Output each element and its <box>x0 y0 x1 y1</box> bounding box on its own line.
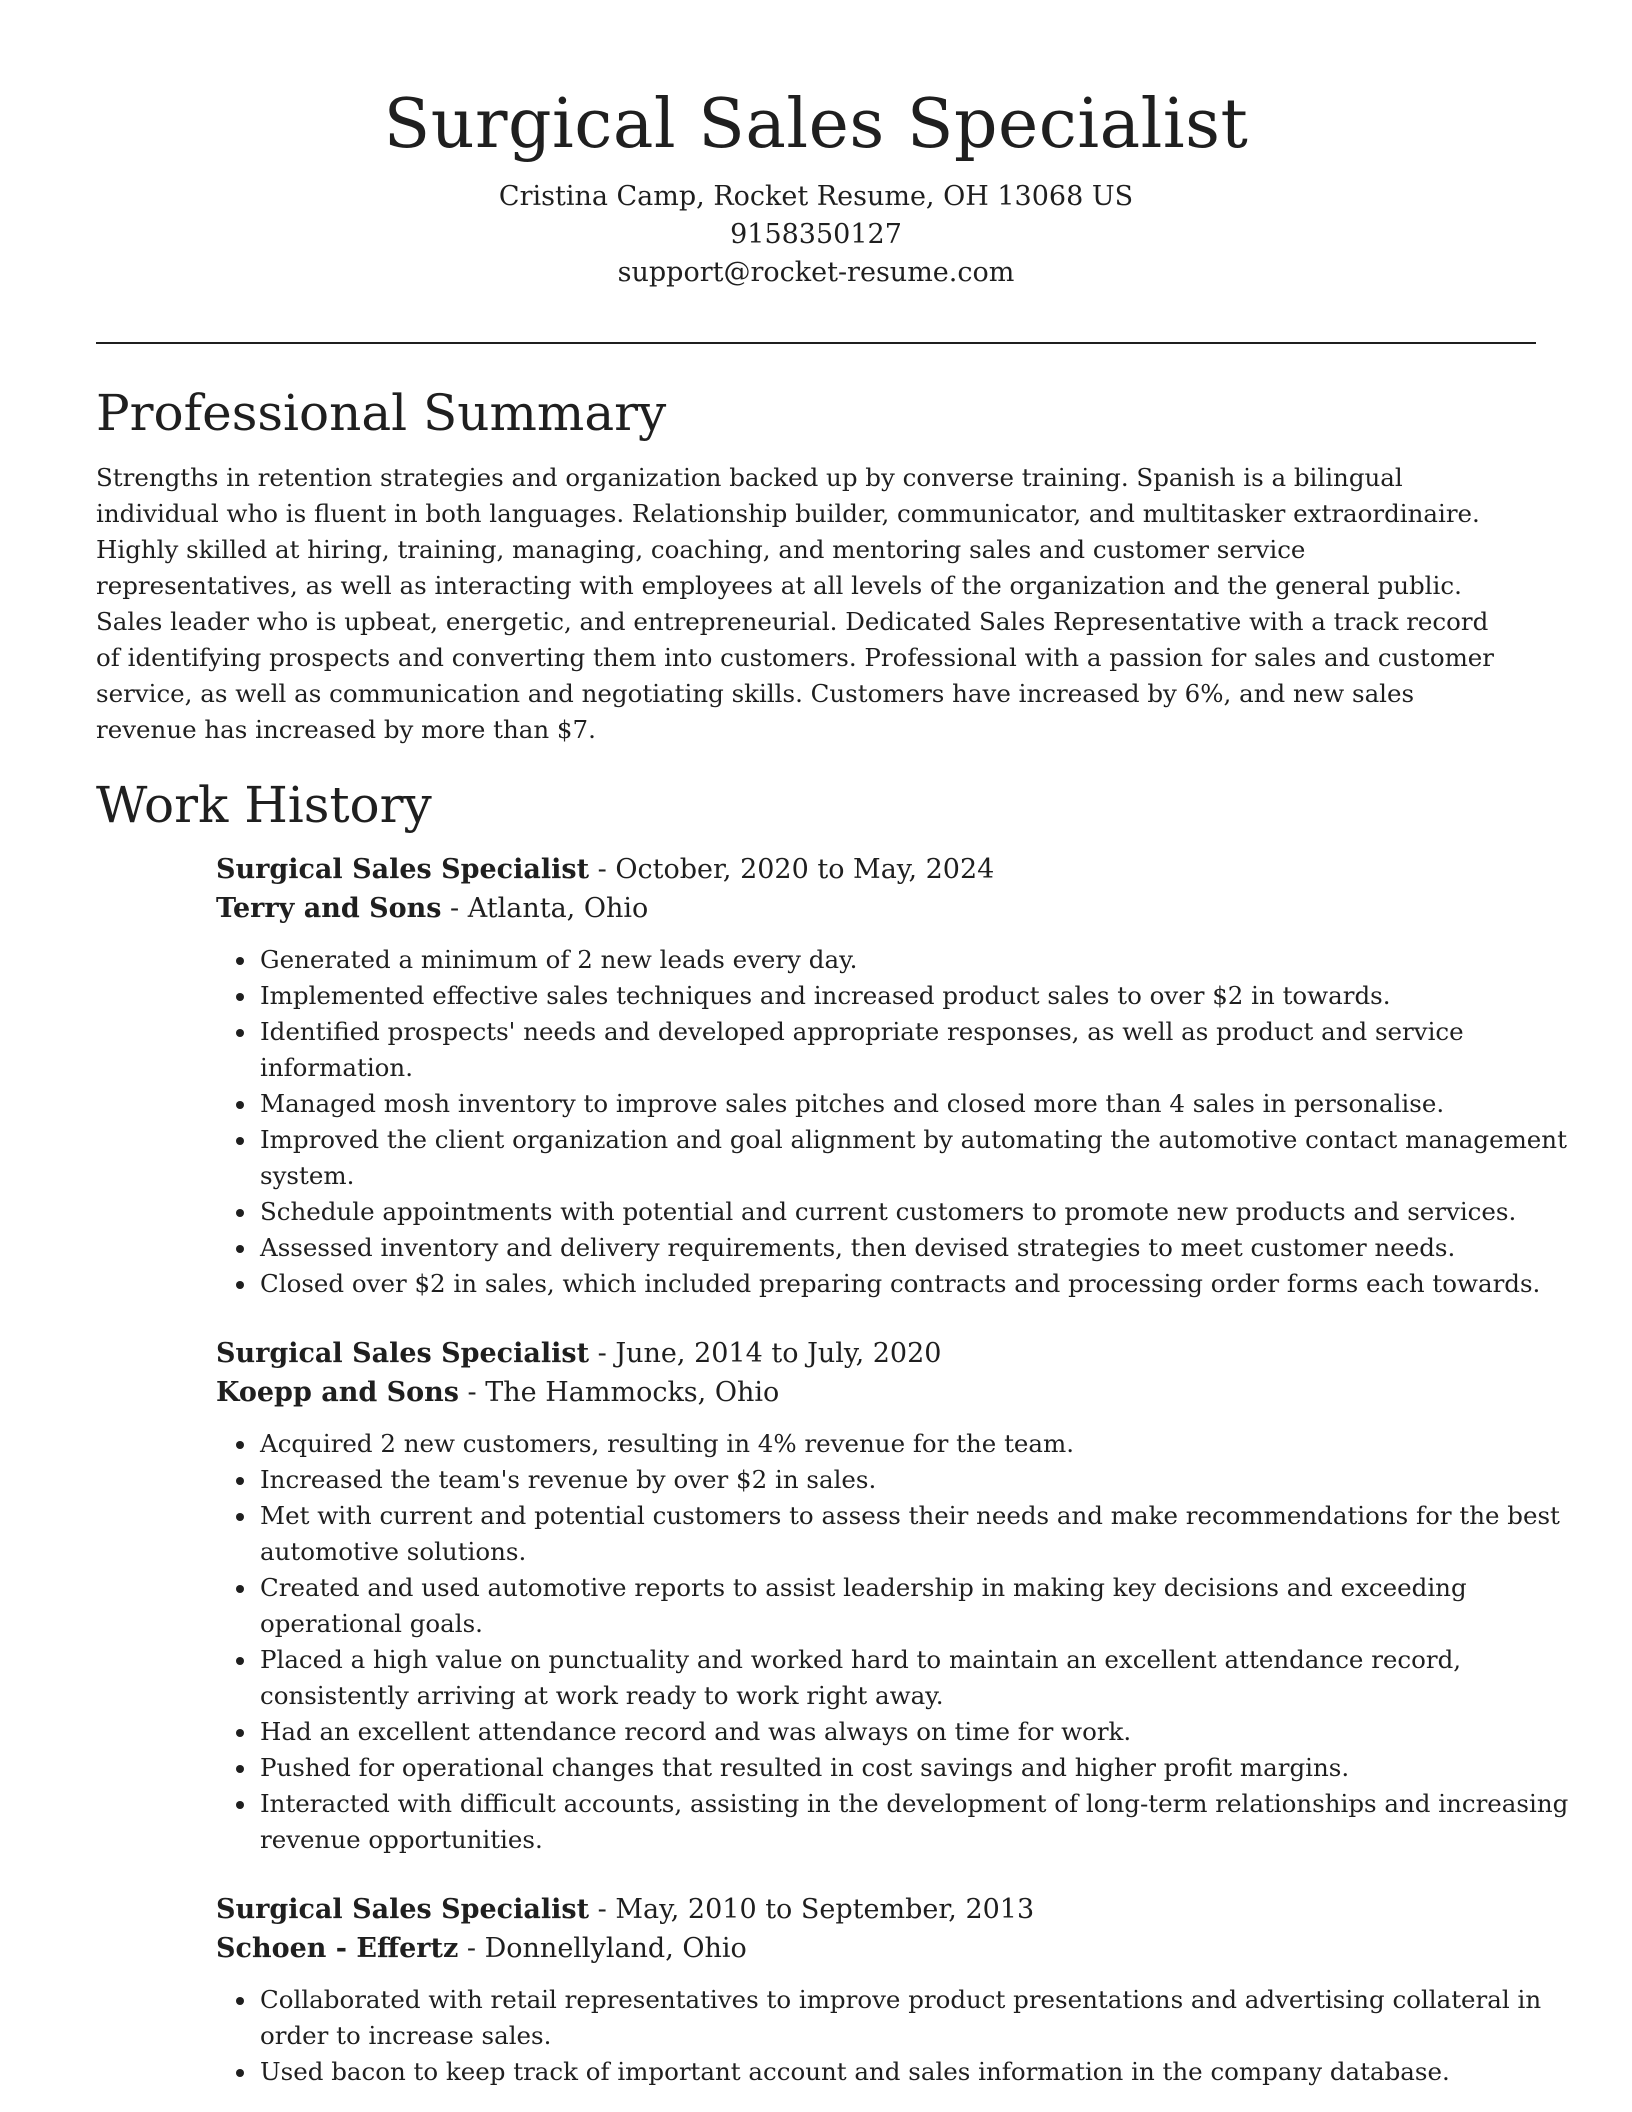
bullet-text: Closed over $2 in sales, which included preparing contracts and processing order forms each towards. <box>260 1269 1541 1298</box>
job-role: Surgical Sales Specialist <box>216 1894 590 1925</box>
bullet-text: Improved the client organization and goal alignment by automating the automotive contact management system. <box>260 1125 1567 1190</box>
job-entry <box>216 1890 1616 2090</box>
contact-address: Cristina Camp, Rocket Resume, OH 13068 US <box>498 181 1134 212</box>
job-bullet <box>260 1266 1616 1302</box>
job-entry <box>216 1334 1616 1858</box>
job-bullet <box>260 1462 1616 1498</box>
job-role-line <box>216 1334 1616 1373</box>
bullet-text: Placed a high value on punctuality and worked hard to maintain an excellent attendance record, consistently arriving at work ready to work right away. <box>260 1645 1462 1710</box>
job-bullet-list <box>216 1982 1616 2090</box>
job-bullet <box>260 1570 1616 1642</box>
bullet-icon <box>236 1477 244 1485</box>
summary-heading: Professional Summary <box>96 384 667 442</box>
job-bullet <box>260 978 1616 1014</box>
bullet-icon <box>236 957 244 965</box>
job-bullet <box>260 1786 1616 1858</box>
job-company-line <box>216 1373 1616 1412</box>
job-bullet <box>260 1230 1616 1266</box>
resume-header <box>0 80 1632 292</box>
job-bullet <box>260 1982 1616 2054</box>
bullet-icon <box>236 1209 244 1217</box>
bullet-icon <box>236 1801 244 1809</box>
job-company-line <box>216 1929 1616 1968</box>
job-company: Koepp and Sons <box>216 1377 459 1408</box>
job-entry <box>216 850 1616 1302</box>
job-bullet <box>260 1086 1616 1122</box>
job-bullet-list <box>216 942 1616 1302</box>
bullet-icon <box>236 1137 244 1145</box>
bullet-text: Created and used automotive reports to assist leadership in making key decisions and exceeding operational goals. <box>260 1573 1467 1638</box>
bullet-text: Pushed for operational changes that resulted in cost savings and higher profit margins. <box>260 1753 1350 1782</box>
resume-body <box>96 378 1569 2112</box>
bullet-icon <box>236 993 244 1001</box>
job-bullet <box>260 1122 1616 1194</box>
job-bullet <box>260 2054 1616 2090</box>
job-role: Surgical Sales Specialist <box>216 1338 590 1369</box>
job-bullet <box>260 1750 1616 1786</box>
bullet-text: Acquired 2 new customers, resulting in 4% revenue for the team. <box>260 1429 1075 1458</box>
bullet-icon <box>236 1585 244 1593</box>
bullet-icon <box>236 1729 244 1737</box>
job-role-line <box>216 1890 1616 1929</box>
bullet-icon <box>236 1513 244 1521</box>
job-bullet <box>260 942 1616 978</box>
bullet-text: Implemented effective sales techniques and increased product sales to over $2 in towards. <box>260 981 1391 1010</box>
bullet-text: Collaborated with retail representatives to improve product presentations and advertising collateral in order to increase sales. <box>260 1985 1542 2050</box>
bullet-icon <box>236 1997 244 2005</box>
work-history-heading: Work History <box>96 776 432 834</box>
job-dates: - October, 2020 to May, 2024 <box>589 854 995 885</box>
bullet-icon <box>236 1101 244 1109</box>
job-bullet <box>260 1498 1616 1570</box>
bullet-text: Schedule appointments with potential and current customers to promote new products and services. <box>260 1197 1517 1226</box>
bullet-text: Had an excellent attendance record and was always on time for work. <box>260 1717 1132 1746</box>
bullet-text: Identified prospects' needs and developed appropriate responses, as well as product and service information. <box>260 1017 1464 1082</box>
bullet-icon <box>236 1657 244 1665</box>
contact-phone: 9158350127 <box>730 219 902 250</box>
header-divider <box>96 342 1536 344</box>
job-role-line <box>216 850 1616 889</box>
bullet-text: Increased the team's revenue by over $2 in sales. <box>260 1465 877 1494</box>
job-location: - The Hammocks, Ohio <box>458 1377 780 1408</box>
bullet-icon <box>236 1245 244 1253</box>
bullet-icon <box>236 1281 244 1289</box>
job-company-line <box>216 889 1616 928</box>
bullet-text: Generated a minimum of 2 new leads every day. <box>260 945 858 974</box>
job-bullet <box>260 1014 1616 1086</box>
bullet-icon <box>236 1029 244 1037</box>
job-bullet <box>260 1194 1616 1230</box>
bullet-text: Interacted with difficult accounts, assisting in the development of long-term relationships and increasing revenue opportunities. <box>260 1789 1569 1854</box>
contact-email: support@rocket-resume.com <box>617 257 1015 288</box>
bullet-icon <box>236 1765 244 1773</box>
job-bullet <box>260 1426 1616 1462</box>
job-bullet-list <box>216 1426 1616 1858</box>
job-dates: - May, 2010 to September, 2013 <box>589 1894 1035 1925</box>
bullet-text: Managed mosh inventory to improve sales pitches and closed more than 4 sales in personalise. <box>260 1089 1445 1118</box>
job-dates: - June, 2014 to July, 2020 <box>589 1338 942 1369</box>
job-location: - Atlanta, Ohio <box>441 893 649 924</box>
bullet-text: Used bacon to keep track of important account and sales information in the company database. <box>260 2057 1450 2086</box>
job-bullet <box>260 1642 1616 1714</box>
bullet-text: Met with current and potential customers to assess their needs and make recommendations for the best automotive solutions. <box>260 1501 1560 1566</box>
resume-title: Surgical Sales Specialist <box>383 85 1249 164</box>
bullet-icon <box>236 1441 244 1449</box>
job-role: Surgical Sales Specialist <box>216 854 590 885</box>
work-history-list <box>216 850 1616 2090</box>
job-company: Terry and Sons <box>216 893 442 924</box>
bullet-icon <box>236 2069 244 2077</box>
summary-text: Strengths in retention strategies and organization backed up by converse training. Spanish is a bilingual individual who is fluent in both languages. Relationship builder, communicator, and multitasker extraordinaire. Highly skilled at hiring, training, managing, coaching, and mentoring sales and customer service representatives, as well as interacting with employees at all levels of the organization and the general public. Sales leader who is upbeat, energetic, and entrepreneurial. Dedicated Sales Representative with a track record of identifying prospects and converting them into customers. Professional with a passion for sales and customer service, as well as communication and negotiating skills. Customers have increased by 6%, and new sales revenue has increased by more than $7. <box>96 463 1495 744</box>
job-bullet <box>260 1714 1616 1750</box>
job-company: Schoen - Effertz <box>216 1933 459 1964</box>
job-location: - Donnellyland, Ohio <box>458 1933 747 1964</box>
bullet-text: Assessed inventory and delivery requirements, then devised strategies to meet customer needs. <box>260 1233 1456 1262</box>
